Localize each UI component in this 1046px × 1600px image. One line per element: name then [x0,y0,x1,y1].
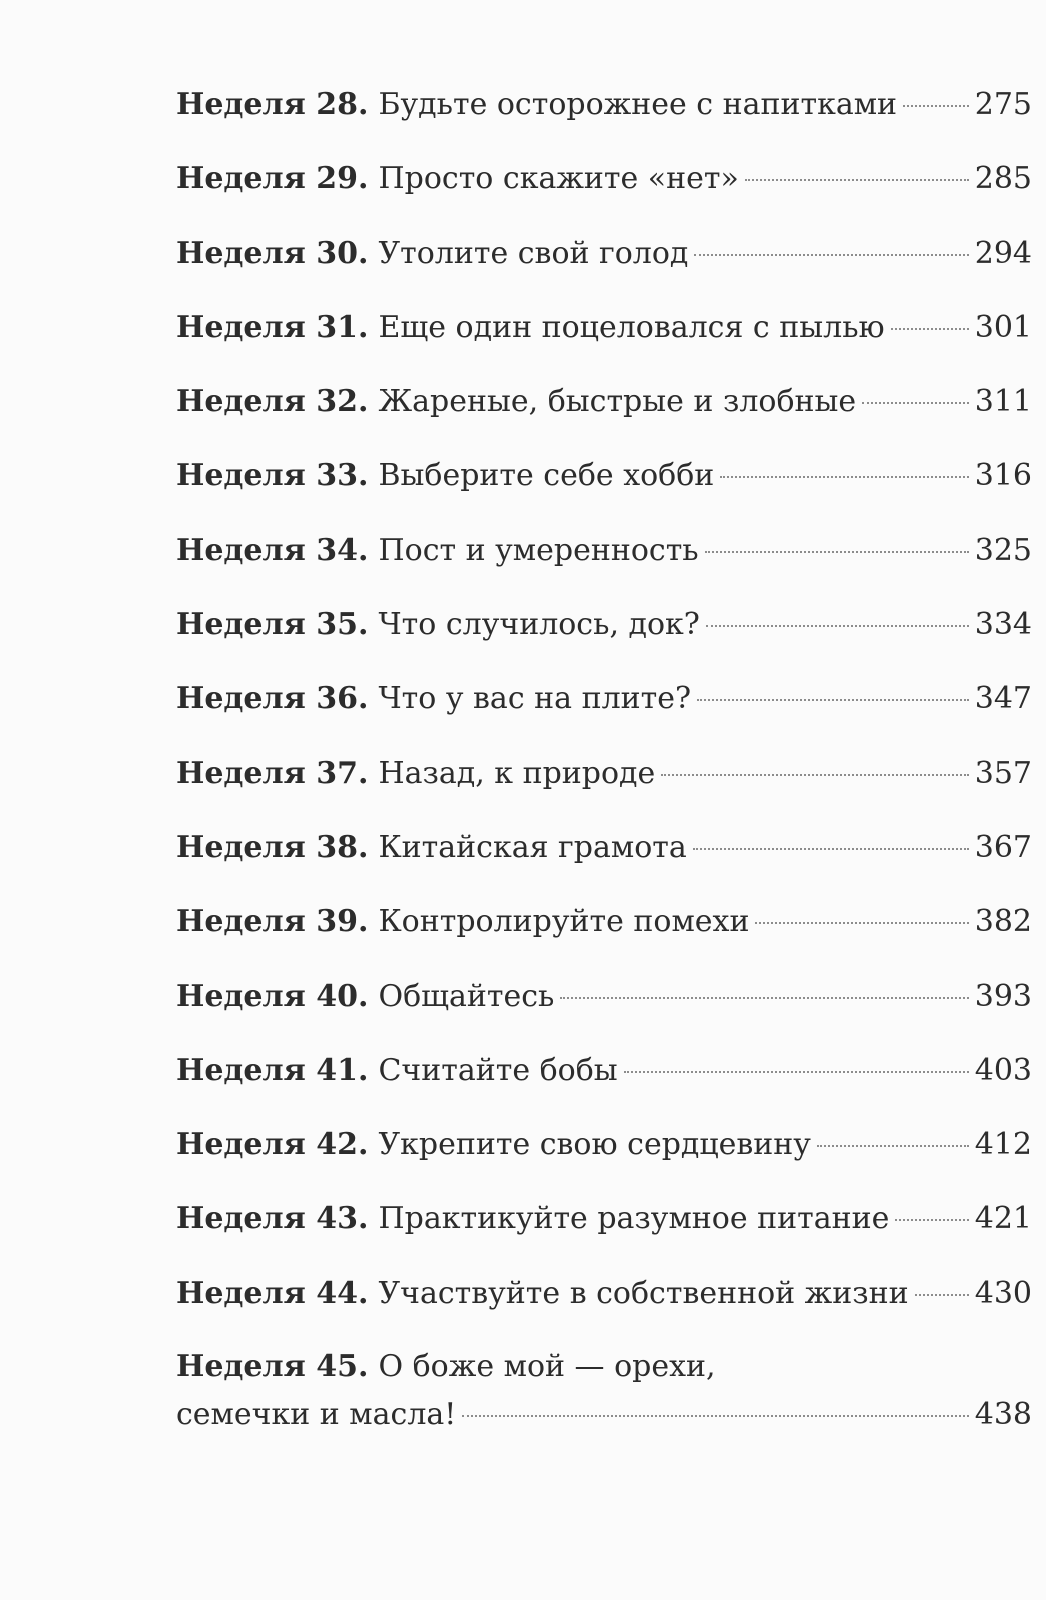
page-number: 285 [974,161,1032,197]
dot-leader [745,179,969,181]
entry-title: Жареные, быстрые и злобные [378,384,857,420]
page-number: 393 [974,978,1032,1014]
page-number: 438 [974,1397,1032,1433]
toc-entry [176,68,1032,142]
toc-entry [176,737,1032,811]
toc-entry [176,1034,1032,1108]
week-label: Неделя 32. [176,384,369,420]
week-label: Неделя 44. [176,1275,369,1311]
toc-entry [176,365,1032,439]
toc-entry [176,588,1032,662]
page-number: 334 [974,607,1032,643]
week-label: Неделя 36. [176,681,369,717]
week-label: Неделя 45. [176,1349,369,1385]
dot-leader [720,476,968,478]
toc-entry [176,662,1032,736]
entry-title: Что случилось, док? [378,607,700,643]
page-number: 382 [974,904,1032,940]
dot-leader [891,328,969,330]
dot-leader [694,254,968,256]
page-number: 275 [974,87,1032,122]
table-of-contents [176,68,1032,1439]
toc-entry [176,1108,1032,1182]
entry-title: Что у вас на плите? [378,681,692,717]
entry-title: Практикуйте разумное питание [378,1201,890,1237]
page-number: 421 [974,1201,1032,1237]
page-number: 367 [974,829,1032,865]
toc-entry [176,960,1032,1034]
week-label: Неделя 29. [176,161,369,197]
page-number: 301 [974,309,1032,345]
week-label: Неделя 41. [176,1052,369,1088]
dot-leader [697,699,969,701]
dot-leader [915,1294,969,1296]
page-number: 412 [974,1127,1032,1163]
toc-entry [176,439,1032,513]
dot-leader [706,625,969,627]
page-number: 325 [974,532,1032,568]
dot-leader [895,1219,968,1221]
week-label: Неделя 42. [176,1127,369,1163]
entry-title: Будьте осторожнее с напитками [378,87,898,122]
week-label: Неделя 38. [176,829,369,865]
entry-title: Пост и умеренность [378,532,699,568]
dot-leader [560,997,968,999]
entry-title: Считайте бобы [378,1052,618,1088]
page-number: 357 [974,755,1032,791]
toc-entry [176,1182,1032,1256]
week-label: Неделя 33. [176,458,369,494]
toc-entry [176,811,1032,885]
week-label: Неделя 35. [176,607,369,643]
entry-title: Китайская грамота [378,829,687,865]
page-number: 316 [974,458,1032,494]
dot-leader [661,774,968,776]
toc-entry [176,217,1032,291]
entry-title: Выберите себе хобби [378,458,715,494]
page-number: 311 [974,384,1032,420]
entry-title: Общайтесь [378,978,555,1014]
toc-entry [176,291,1032,365]
week-label: Неделя 39. [176,904,369,940]
toc-entry [176,1257,1032,1331]
dot-leader [624,1071,969,1073]
entry-title: Укрепите свою сердцевину [378,1127,811,1163]
week-label: Неделя 30. [176,235,369,271]
entry-title-line1: О боже мой — орехи, [378,1349,716,1385]
toc-entry [176,142,1032,216]
week-label: Неделя 28. [176,87,369,122]
page-number: 403 [974,1052,1032,1088]
toc-entry-last [176,1331,1032,1439]
entry-line-1 [176,1343,1032,1391]
entry-title: Утолите свой голод [378,235,689,271]
week-label: Неделя 37. [176,755,369,791]
dot-leader [462,1415,968,1417]
dot-leader [817,1145,969,1147]
dot-leader [903,105,969,107]
entry-title: Просто скажите «нет» [378,161,739,197]
entry-title: Участвуйте в собственной жизни [378,1275,909,1311]
week-label: Неделя 31. [176,309,369,345]
entry-title-line2: семечки и масла! [176,1397,457,1433]
week-label: Неделя 40. [176,978,369,1014]
page-number: 430 [974,1275,1032,1311]
week-label: Неделя 43. [176,1201,369,1237]
dot-leader [755,922,968,924]
entry-title: Контролируйте помехи [378,904,750,940]
page-number: 347 [974,681,1032,717]
page-number: 294 [974,235,1032,271]
toc-entry [176,514,1032,588]
entry-title: Назад, к природе [378,755,656,791]
dot-leader [693,848,969,850]
entry-title: Еще один поцеловался с пылью [378,309,885,345]
week-label: Неделя 34. [176,532,369,568]
dot-leader [862,402,969,404]
entry-line-2 [176,1391,1032,1439]
dot-leader [705,551,969,553]
toc-entry [176,885,1032,959]
